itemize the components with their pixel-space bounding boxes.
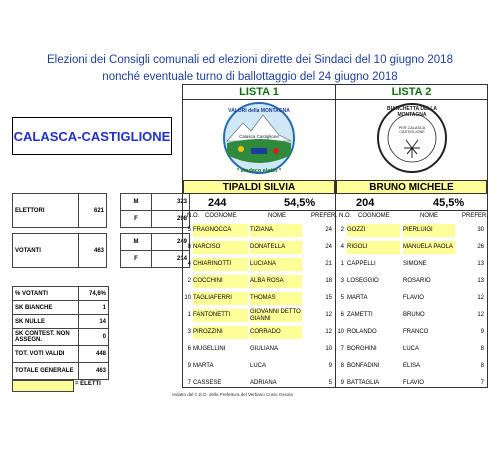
table-row-pref: 24 [325,227,332,234]
lista-1-votes: 244 [208,197,227,209]
sk-nulle-label: SK NULLE [13,315,79,329]
lista-1-logo-top: VALORI della MONTAGNA [228,108,290,114]
eletti-legend-label: = ELETTI [75,381,101,387]
lista-2-logo-mid: PER CALASCA CASTIGLIONE [398,126,426,134]
table-row-cognome: CASSESE [193,380,222,387]
table-row-nome: LUCIANA [250,258,302,271]
table-row-number: 2 [340,227,344,234]
table-row-cognome: MARTA [347,295,368,302]
table-row-nome: GIULIANA [250,346,279,353]
table-row-pref: 18 [325,278,332,285]
table-row-nome: TIZIANA [250,224,302,237]
table-row-number: 1 [340,261,344,268]
table-row-pref: 13 [477,261,484,268]
lista-1-header-nome: NOME [268,213,286,219]
sk-contest: 0 [79,329,109,346]
table-row-nome: DONATELLA [250,241,302,254]
table-row-cognome: NARCISO [193,241,248,254]
table-row-pref: 12 [325,329,332,336]
votanti-total: 463 [91,234,107,268]
table-row-nome: ALBA ROSA [250,275,302,288]
page-title [0,52,500,86]
lista-2-pct: 45,5% [433,197,465,209]
table-row-number: 3 [340,278,344,285]
lista-2-candidate: BRUNO MICHELE [336,180,487,194]
table-row-cognome: CAPPELLI [347,261,376,268]
table-row-cognome: CHIARINOTTI [193,258,248,271]
table-row-nome: SIMONE [403,261,427,268]
lista-2-header-nome: NOME [420,213,438,219]
table-row-pref: 9 [480,329,484,336]
table-row-number: 7 [340,346,344,353]
votanti-f: 214 [152,251,190,268]
table-row-number: 4 [187,261,191,268]
table-row-pref: 8 [480,346,484,353]
votanti-m-label: M [121,234,152,251]
elettori-m-label: M [121,194,152,211]
table-row-cognome: BATTAGLIA [347,380,380,387]
table-row-pref: 10 [325,346,332,353]
lista-2-header-pref: PREFER. [462,213,489,219]
pct-votanti-label: % VOTANTI [13,287,79,301]
table-row-pref: 15 [325,295,332,302]
lista-1-header-no: N.O. [187,213,200,219]
table-row-nome: FLAVIO [403,295,424,302]
table-row-number: 7 [187,380,191,387]
table-row-nome: PIERLUIGI [403,224,455,237]
elettori-label: ELETTORI [13,194,79,228]
totale-label: TOTALE GENERALE [13,363,79,380]
table-row-number: 5 [187,227,191,234]
elettori-m: 323 [152,194,190,211]
table-row-nome: FLAVIO [403,380,424,387]
table-row-pref: 8 [480,363,484,370]
table-row-nome: ELISA [403,363,421,370]
table-row-cognome: RIGOLI [347,241,400,254]
sk-contest-label: SK CONTEST. NON ASSEGN. [13,329,79,346]
eletti-legend-swatch [12,380,74,392]
votanti-f-label: F [121,251,152,268]
lista-1-pct: 54,5% [284,197,316,209]
lista-1-header-cognome: COGNOME [205,213,237,219]
table-row-number: 2 [187,278,191,285]
elettori-f: 298 [152,211,190,228]
elettori-f-label: F [121,211,152,228]
table-row-cognome: FRAGNOCCA [193,224,248,237]
table-row-pref: 30 [477,227,484,234]
tot-validi-label: TOT. VOTI VALIDI [13,346,79,363]
table-row-number: 8 [340,363,344,370]
table-row-number: 6 [340,312,344,319]
lista-2-header: LISTA 2 [336,85,487,99]
table-row-nome: BRUNO [403,312,425,319]
table-row-number: 9 [187,363,191,370]
table-row-nome: GIOVANNI DETTO GIANNI [250,309,301,322]
table-row-number: 4 [340,244,344,251]
table-row-cognome: FANTONETTI [193,309,248,322]
lista-1-candidate: TIPALDI SILVIA [183,180,335,194]
table-row-cognome: ZAMETTI [347,312,373,319]
table-row-pref: 12 [477,295,484,302]
title-line-1: Elezioni dei Consigli comunali ed elezioni dirette dei Sindaci del 10 giugno 2018 [47,54,453,66]
table-row-number: 1 [187,312,191,319]
table-row-cognome: MUGELLINI [193,346,226,353]
lista-1-header-pref: PREFER. [311,213,338,219]
comune-name: CALASCA-CASTIGLIONE [12,117,172,155]
table-row-nome: LUCA [403,346,420,353]
table-row-pref: 26 [477,244,484,251]
votanti-label: VOTANTI [13,234,79,268]
table-row-number: 5 [340,295,344,302]
table-row-number: 3 [187,329,191,336]
lista-2-header-cognome: COGNOME [358,213,390,219]
table-row-nome: LUCA [250,363,267,370]
votes-divider [182,210,488,211]
lista-2-votes: 204 [356,197,375,209]
tot-validi: 448 [79,346,109,363]
lista-2-logo-top: BIANCHETTA DELLA MONTAGNA [387,106,437,118]
sk-bianche-label: SK BIANCHE [13,301,79,315]
table-row-nome: THOMAS [250,292,302,305]
table-row-pref: 5 [328,380,332,387]
lista-2-header-no: N.O. [339,213,352,219]
totale: 463 [79,363,109,380]
table-row-cognome: BORGHINI [347,346,377,353]
table-row-number: 10 [337,329,344,336]
table-row-pref: 13 [477,278,484,285]
table-row-pref: 12 [477,312,484,319]
table-row-nome: CORRADO [250,326,302,339]
table-row-cognome: COCCHINI [193,275,248,288]
table-row-cognome: TAGLIAFERRI [193,292,248,305]
table-row-cognome: GOZZI [347,224,400,237]
table-row-number: 10 [184,295,191,302]
title-line-2: nonché eventuale turno di ballottaggio del 24 giugno 2018 [102,71,398,83]
stats-summary-table [12,286,109,380]
table-row-cognome: PIROZZINI [193,326,248,339]
sindaco-eletto-label: * sindaco eletto * [236,168,282,174]
lista-1-logo [183,100,335,176]
table-row-nome: FRANCO [403,329,429,336]
sk-nulle: 14 [79,315,109,329]
table-row-number: 6 [187,346,191,353]
lista-1-logo-mid: Calasca Castiglione [239,134,279,139]
table-row-pref: 12 [325,312,332,319]
table-row-cognome: BONFADINI [347,363,380,370]
table-row-cognome: LOSEGGIO [347,278,379,285]
table-row-nome: MANUELA PAOLA [403,241,455,254]
sk-bianche: 1 [79,301,109,315]
table-row-pref: 21 [325,261,332,268]
table-row-cognome: MARTA [193,363,214,370]
lista-1-header: LISTA 1 [183,85,335,99]
table-row-number: 8 [187,244,191,251]
elettori-total: 621 [91,194,107,228]
table-row-nome: ADRIANA [250,380,277,387]
table-row-pref: 9 [328,363,332,370]
table-row-pref: 7 [480,380,484,387]
table-row-number: 9 [340,380,344,387]
lista-2-logo [336,100,487,176]
votanti-m: 249 [152,234,190,251]
stats-table [12,193,190,268]
table-row-cognome: ROLANDO [347,329,377,336]
footer-note: redatto dal C.E.D. della Prefettura del Verbano Cusio Ossola [172,392,293,397]
table-row-pref: 24 [325,244,332,251]
table-row-nome: ROSARIO [403,278,431,285]
pct-votanti: 74,6% [79,287,109,301]
